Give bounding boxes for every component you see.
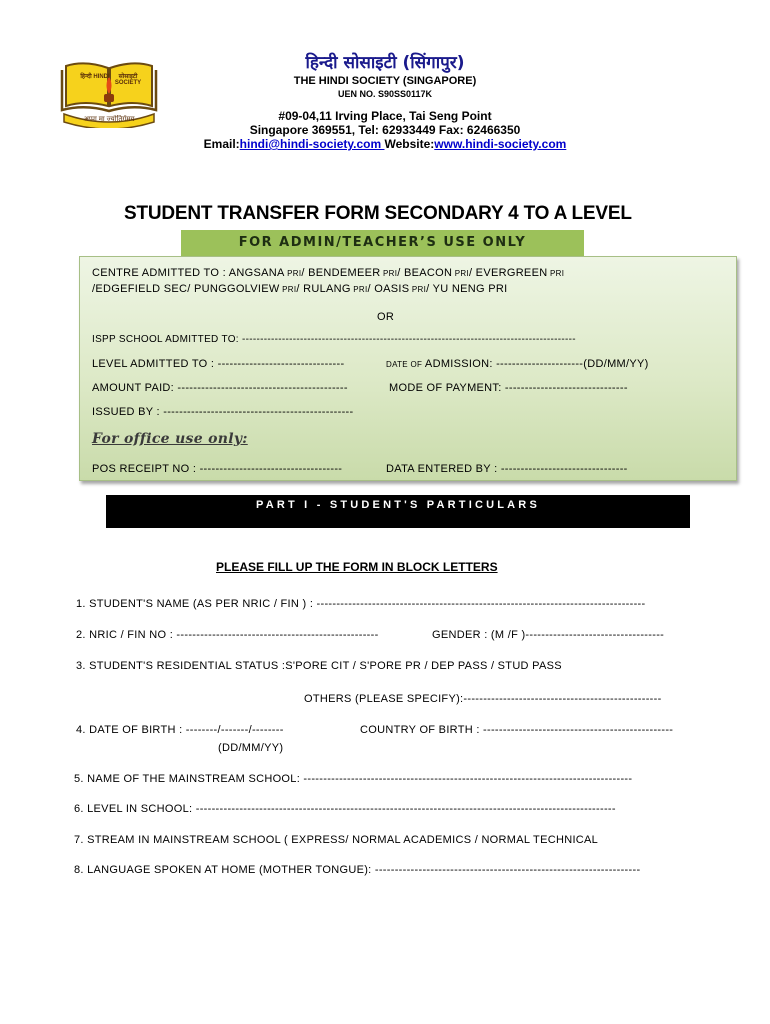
org-name: THE HINDI SOCIETY (SINGAPORE) [293, 75, 477, 87]
centre-admitted-line-2 [92, 283, 507, 295]
address-line-1: #09-04,11 Irving Place, Tai Seng Point [278, 109, 492, 123]
date-of-admission-text: ADMISSION: ----------------------(DD/MM/YY) [422, 358, 649, 370]
data-entered-by-field[interactable]: DATA ENTERED BY : -------------------------------- [386, 463, 628, 475]
contact-line [120, 137, 650, 151]
level-admitted-field[interactable]: LEVEL ADMITTED TO : -------------------------------- [92, 358, 345, 370]
stream-field[interactable]: 7. STREAM IN MAINSTREAM SCHOOL ( EXPRESS/ NORMAL ACADEMICS / NORMAL TECHNICAL [74, 834, 599, 846]
hindi-title: हिन्दी सोसाइटी (सिंगापुर) [305, 53, 465, 73]
logo-left-text: हिन्दी HINDI [80, 74, 110, 80]
admin-section [79, 256, 737, 481]
centre-option-name[interactable]: / BEACON [397, 267, 453, 279]
centre-option-suffix: PRI [380, 269, 398, 278]
logo-ribbon-text: अप्पा मा ज्योतिर्गमय [83, 116, 135, 123]
centre-option-suffix: PRI [409, 285, 427, 294]
centre-option-suffix: PRI [284, 269, 302, 278]
others-specify-field[interactable]: OTHERS (PLEASE SPECIFY):-------------------------------------------------- [304, 693, 662, 705]
address-line-2: Singapore 369551, Tel: 62933449 Fax: 62466350 [249, 123, 521, 137]
uen-number: UEN NO. S90SS0117K [337, 89, 433, 99]
centre-admitted-line-1 [92, 267, 564, 279]
centre-option-name[interactable]: / BENDEMEER [301, 267, 381, 279]
amount-paid-field[interactable]: AMOUNT PAID: ------------------------------------------- [92, 382, 348, 394]
level-in-school-field[interactable]: 6. LEVEL IN SCHOOL: ---------------------------------------------------------------------------------------------------------- [74, 803, 616, 815]
date-of-admission-field[interactable] [386, 358, 649, 370]
centre-options-1 [229, 267, 565, 279]
centre-option-name[interactable]: / EVERGREEN [468, 267, 548, 279]
centre-option-name[interactable]: / YU NENG PRI [426, 283, 508, 295]
part-one-banner: PART I - STUDENT'S PARTICULARS [106, 495, 690, 528]
country-of-birth-field[interactable]: COUNTRY OF BIRTH : ------------------------------------------------ [360, 724, 674, 736]
residential-status-field[interactable] [76, 660, 562, 672]
website-link[interactable]: www.hindi-society.com [434, 137, 567, 151]
date-of-birth-field[interactable]: 4. DATE OF BIRTH : --------/-------/-------- [76, 724, 284, 736]
date-prefix: DATE OF [386, 360, 423, 369]
centre-option-name[interactable]: /EDGEFIELD SEC/ PUNGGOLVIEW [92, 283, 280, 295]
centre-option-suffix: PRI [350, 285, 368, 294]
website-label: Website: [384, 137, 435, 151]
admin-use-banner: FOR ADMIN/TEACHER’S USE ONLY [181, 230, 584, 256]
gender-field[interactable]: GENDER : (M /F )----------------------------------- [432, 629, 665, 641]
centre-option-name[interactable]: ANGSANA [228, 267, 285, 279]
mainstream-school-field[interactable]: 5. NAME OF THE MAINSTREAM SCHOOL: ----------------------------------------------------------------------------------- [74, 773, 633, 785]
nric-fin-field[interactable]: 2. NRIC / FIN NO : --------------------------------------------------- [76, 629, 379, 641]
issued-by-field[interactable]: ISSUED BY : ------------------------------------------------ [92, 406, 354, 418]
centre-option-suffix: PRI [279, 285, 297, 294]
form-title: STUDENT TRANSFER FORM SECONDARY 4 TO A LEVEL [124, 203, 632, 224]
language-spoken-field[interactable]: 8. LANGUAGE SPOKEN AT HOME (MOTHER TONGUE): ------------------------------------------------------------------- [74, 864, 641, 876]
centre-option-suffix: PRI [547, 269, 565, 278]
centre-label: CENTRE ADMITTED TO : [92, 267, 229, 279]
student-name-field[interactable]: 1. STUDENT'S NAME (AS PER NRIC / FIN ) : ----------------------------------------------------------------------------------- [76, 598, 646, 610]
residential-status-text: 3. STUDENT'S RESIDENTIAL STATUS :S'PORE CIT / S'PORE PR / DEP PASS / STUD PASS [76, 660, 562, 672]
email-link[interactable]: hindi@hindi-society.com [239, 137, 385, 151]
office-use-heading: For office use only: [92, 431, 248, 447]
centre-option-name[interactable]: / OASIS [367, 283, 410, 295]
mode-of-payment-field[interactable]: MODE OF PAYMENT: ------------------------------- [389, 382, 628, 394]
centre-options-2 [92, 283, 507, 295]
email-label: Email: [203, 137, 240, 151]
dob-format-hint: (DD/MM/YY) [218, 742, 284, 754]
centre-option-name[interactable]: / RULANG [296, 283, 351, 295]
centre-option-suffix: PRI [452, 269, 469, 278]
or-separator: OR [377, 311, 395, 323]
logo-right-text: सोसाइटी SOCIETY [114, 74, 142, 86]
block-letters-instruction: PLEASE FILL UP THE FORM IN BLOCK LETTERS [216, 560, 498, 574]
pos-receipt-field[interactable]: POS RECEIPT NO : ------------------------------------ [92, 463, 343, 475]
ispp-school-field[interactable]: ISPP SCHOOL ADMITTED TO: -------------------------------------------------------------------------------------------- [92, 334, 576, 345]
